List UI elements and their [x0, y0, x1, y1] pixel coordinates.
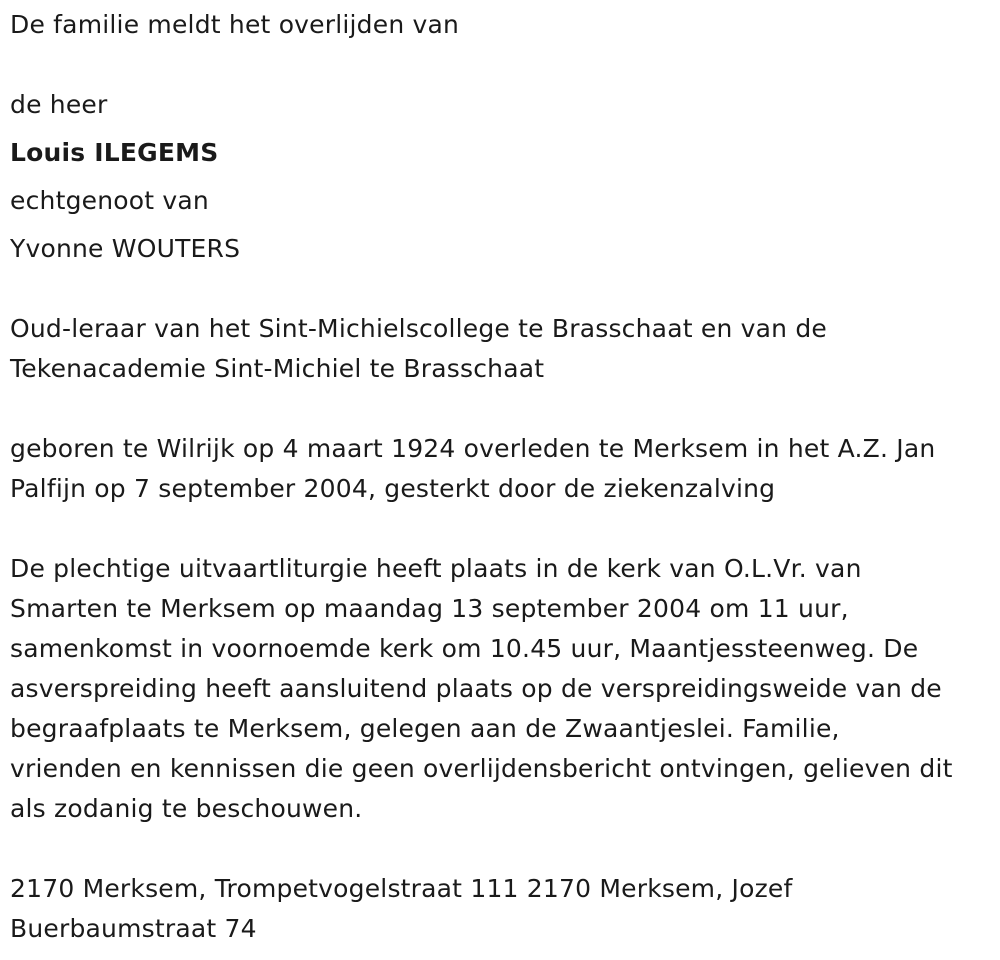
occupation-line: Tekenacademie Sint-Michiel te Brasschaat — [10, 354, 545, 383]
deceased-name: Louis ILEGEMS — [10, 138, 219, 167]
ceremony-line: asverspreiding heeft aansluitend plaats op de verspreidingsweide van de — [10, 674, 942, 703]
ceremony-line: begraafplaats te Merksem, gelegen aan de Zwaantjeslei. Familie, — [10, 714, 840, 743]
relation-text: echtgenoot van — [10, 186, 209, 215]
ceremony-line: vrienden en kennissen die geen overlijdensbericht ontvingen, gelieven dit — [10, 754, 953, 783]
intro-text: De familie meldt het overlijden van — [10, 10, 460, 39]
ceremony-line: De plechtige uitvaartliturgie heeft plaats in de kerk van O.L.Vr. van — [10, 554, 862, 583]
dates-line: Palfijn op 7 september 2004, gesterkt door de ziekenzalving — [10, 474, 776, 503]
address-line: 2170 Merksem, Trompetvogelstraat 111 2170 Merksem, Jozef — [10, 874, 793, 903]
spouse-name: Yvonne WOUTERS — [10, 234, 241, 263]
ceremony-line: Smarten te Merksem op maandag 13 september 2004 om 11 uur, — [10, 594, 849, 623]
dates-line: geboren te Wilrijk op 4 maart 1924 overleden te Merksem in het A.Z. Jan — [10, 434, 936, 463]
ceremony-line: als zodanig te beschouwen. — [10, 794, 363, 823]
salutation-text: de heer — [10, 90, 108, 119]
occupation-line: Oud-leraar van het Sint-Michielscollege te Brasschaat en van de — [10, 314, 827, 343]
ceremony-line: samenkomst in voornoemde kerk om 10.45 uur, Maantjessteenweg. De — [10, 634, 919, 663]
address-line: Buerbaumstraat 74 — [10, 914, 257, 943]
